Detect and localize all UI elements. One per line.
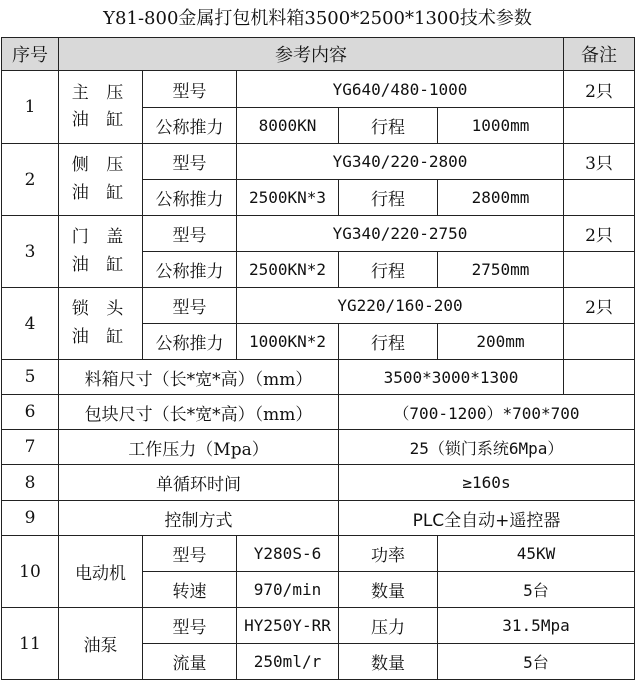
power-label: 功率: [339, 536, 438, 572]
model-label: 型号: [143, 608, 237, 644]
row-no: 6: [2, 395, 59, 430]
table-row: [2, 608, 635, 644]
note-empty: [564, 360, 635, 395]
item-name: 电动机: [59, 536, 143, 608]
model-label: 型号: [143, 71, 237, 108]
row-no: 2: [2, 144, 59, 216]
row-label: 包块尺寸（长*宽*高）（mm）: [59, 395, 339, 430]
note-empty: [564, 252, 635, 288]
stroke-label: 行程: [339, 180, 438, 216]
pressure-label: 压力: [339, 608, 438, 644]
item-name: 油泵: [59, 608, 143, 680]
row-no: 1: [2, 71, 59, 144]
document-title: Y81-800金属打包机料箱3500*2500*1300技术参数: [103, 8, 532, 29]
spec-table: [1, 37, 635, 680]
item-name: 门 盖 油 缸: [59, 216, 143, 288]
item-name: 主 压 油 缸: [59, 71, 143, 144]
speed-value: 970/min: [237, 572, 339, 608]
note-empty: [564, 108, 635, 144]
row-no: 4: [2, 288, 59, 360]
qty-note: 3只: [564, 144, 635, 180]
table-row: [2, 465, 635, 501]
stroke-label: 行程: [339, 108, 438, 144]
flow-value: 250ml/r: [237, 644, 339, 680]
table-row: [2, 71, 635, 108]
model-value: YG340/220-2750: [237, 216, 564, 252]
qty-label: 数量: [339, 572, 438, 608]
stroke-value: 2800mm: [438, 180, 564, 216]
row-value: ≥160s: [339, 465, 635, 501]
item-name: 侧 压 油 缸: [59, 144, 143, 216]
stroke-value: 1000mm: [438, 108, 564, 144]
model-label: 型号: [143, 288, 237, 324]
flow-label: 流量: [143, 644, 237, 680]
row-value: PLC全自动+遥控器: [339, 501, 635, 536]
stroke-value: 2750mm: [438, 252, 564, 288]
qty-note: 2只: [564, 216, 635, 252]
row-label: 料箱尺寸（长*宽*高）（mm）: [59, 360, 339, 395]
stroke-label: 行程: [339, 324, 438, 360]
force-label: 公称推力: [143, 252, 237, 288]
model-value: YG340/220-2800: [237, 144, 564, 180]
qty-label: 数量: [339, 644, 438, 680]
power-value: 45KW: [438, 536, 635, 572]
pressure-value: 31.5Mpa: [438, 608, 635, 644]
item-name: 锁 头 油 缸: [59, 288, 143, 360]
force-label: 公称推力: [143, 108, 237, 144]
header-row: [2, 38, 635, 71]
row-no: 8: [2, 465, 59, 501]
row-label: 控制方式: [59, 501, 339, 536]
stroke-label: 行程: [339, 252, 438, 288]
row-no: 9: [2, 501, 59, 536]
qty-note: 2只: [564, 288, 635, 324]
table-row: [2, 501, 635, 536]
qty-value: 5台: [438, 644, 635, 680]
row-label: 单循环时间: [59, 465, 339, 501]
header-content: 参考内容: [59, 38, 564, 71]
table-row: [2, 144, 635, 180]
table-row: [2, 288, 635, 324]
speed-label: 转速: [143, 572, 237, 608]
table-row: [2, 395, 635, 430]
force-value: 1000KN*2: [237, 324, 339, 360]
row-label: 工作压力（Mpa）: [59, 430, 339, 465]
row-value: 3500*3000*1300: [339, 360, 564, 395]
table-row: [2, 216, 635, 252]
model-value: Y280S-6: [237, 536, 339, 572]
force-value: 2500KN*2: [237, 252, 339, 288]
model-label: 型号: [143, 216, 237, 252]
row-no: 3: [2, 216, 59, 288]
model-value: YG220/160-200: [237, 288, 564, 324]
qty-note: 2只: [564, 71, 635, 108]
row-value: （700-1200）*700*700: [339, 395, 635, 430]
row-no: 7: [2, 430, 59, 465]
force-label: 公称推力: [143, 180, 237, 216]
force-value: 8000KN: [237, 108, 339, 144]
force-label: 公称推力: [143, 324, 237, 360]
table-row: [2, 430, 635, 465]
row-no: 5: [2, 360, 59, 395]
note-empty: [564, 324, 635, 360]
model-label: 型号: [143, 144, 237, 180]
row-no: 10: [2, 536, 59, 608]
table-row: [2, 536, 635, 572]
stroke-value: 200mm: [438, 324, 564, 360]
row-no: 11: [2, 608, 59, 680]
model-value: HY250Y-RR: [237, 608, 339, 644]
header-note: 备注: [564, 38, 635, 71]
force-value: 2500KN*3: [237, 180, 339, 216]
model-value: YG640/480-1000: [237, 71, 564, 108]
qty-value: 5台: [438, 572, 635, 608]
header-no: 序号: [2, 38, 59, 71]
table-row: [2, 360, 635, 395]
model-label: 型号: [143, 536, 237, 572]
note-empty: [564, 180, 635, 216]
row-value: 25（锁门系统6Mpa）: [339, 430, 635, 465]
